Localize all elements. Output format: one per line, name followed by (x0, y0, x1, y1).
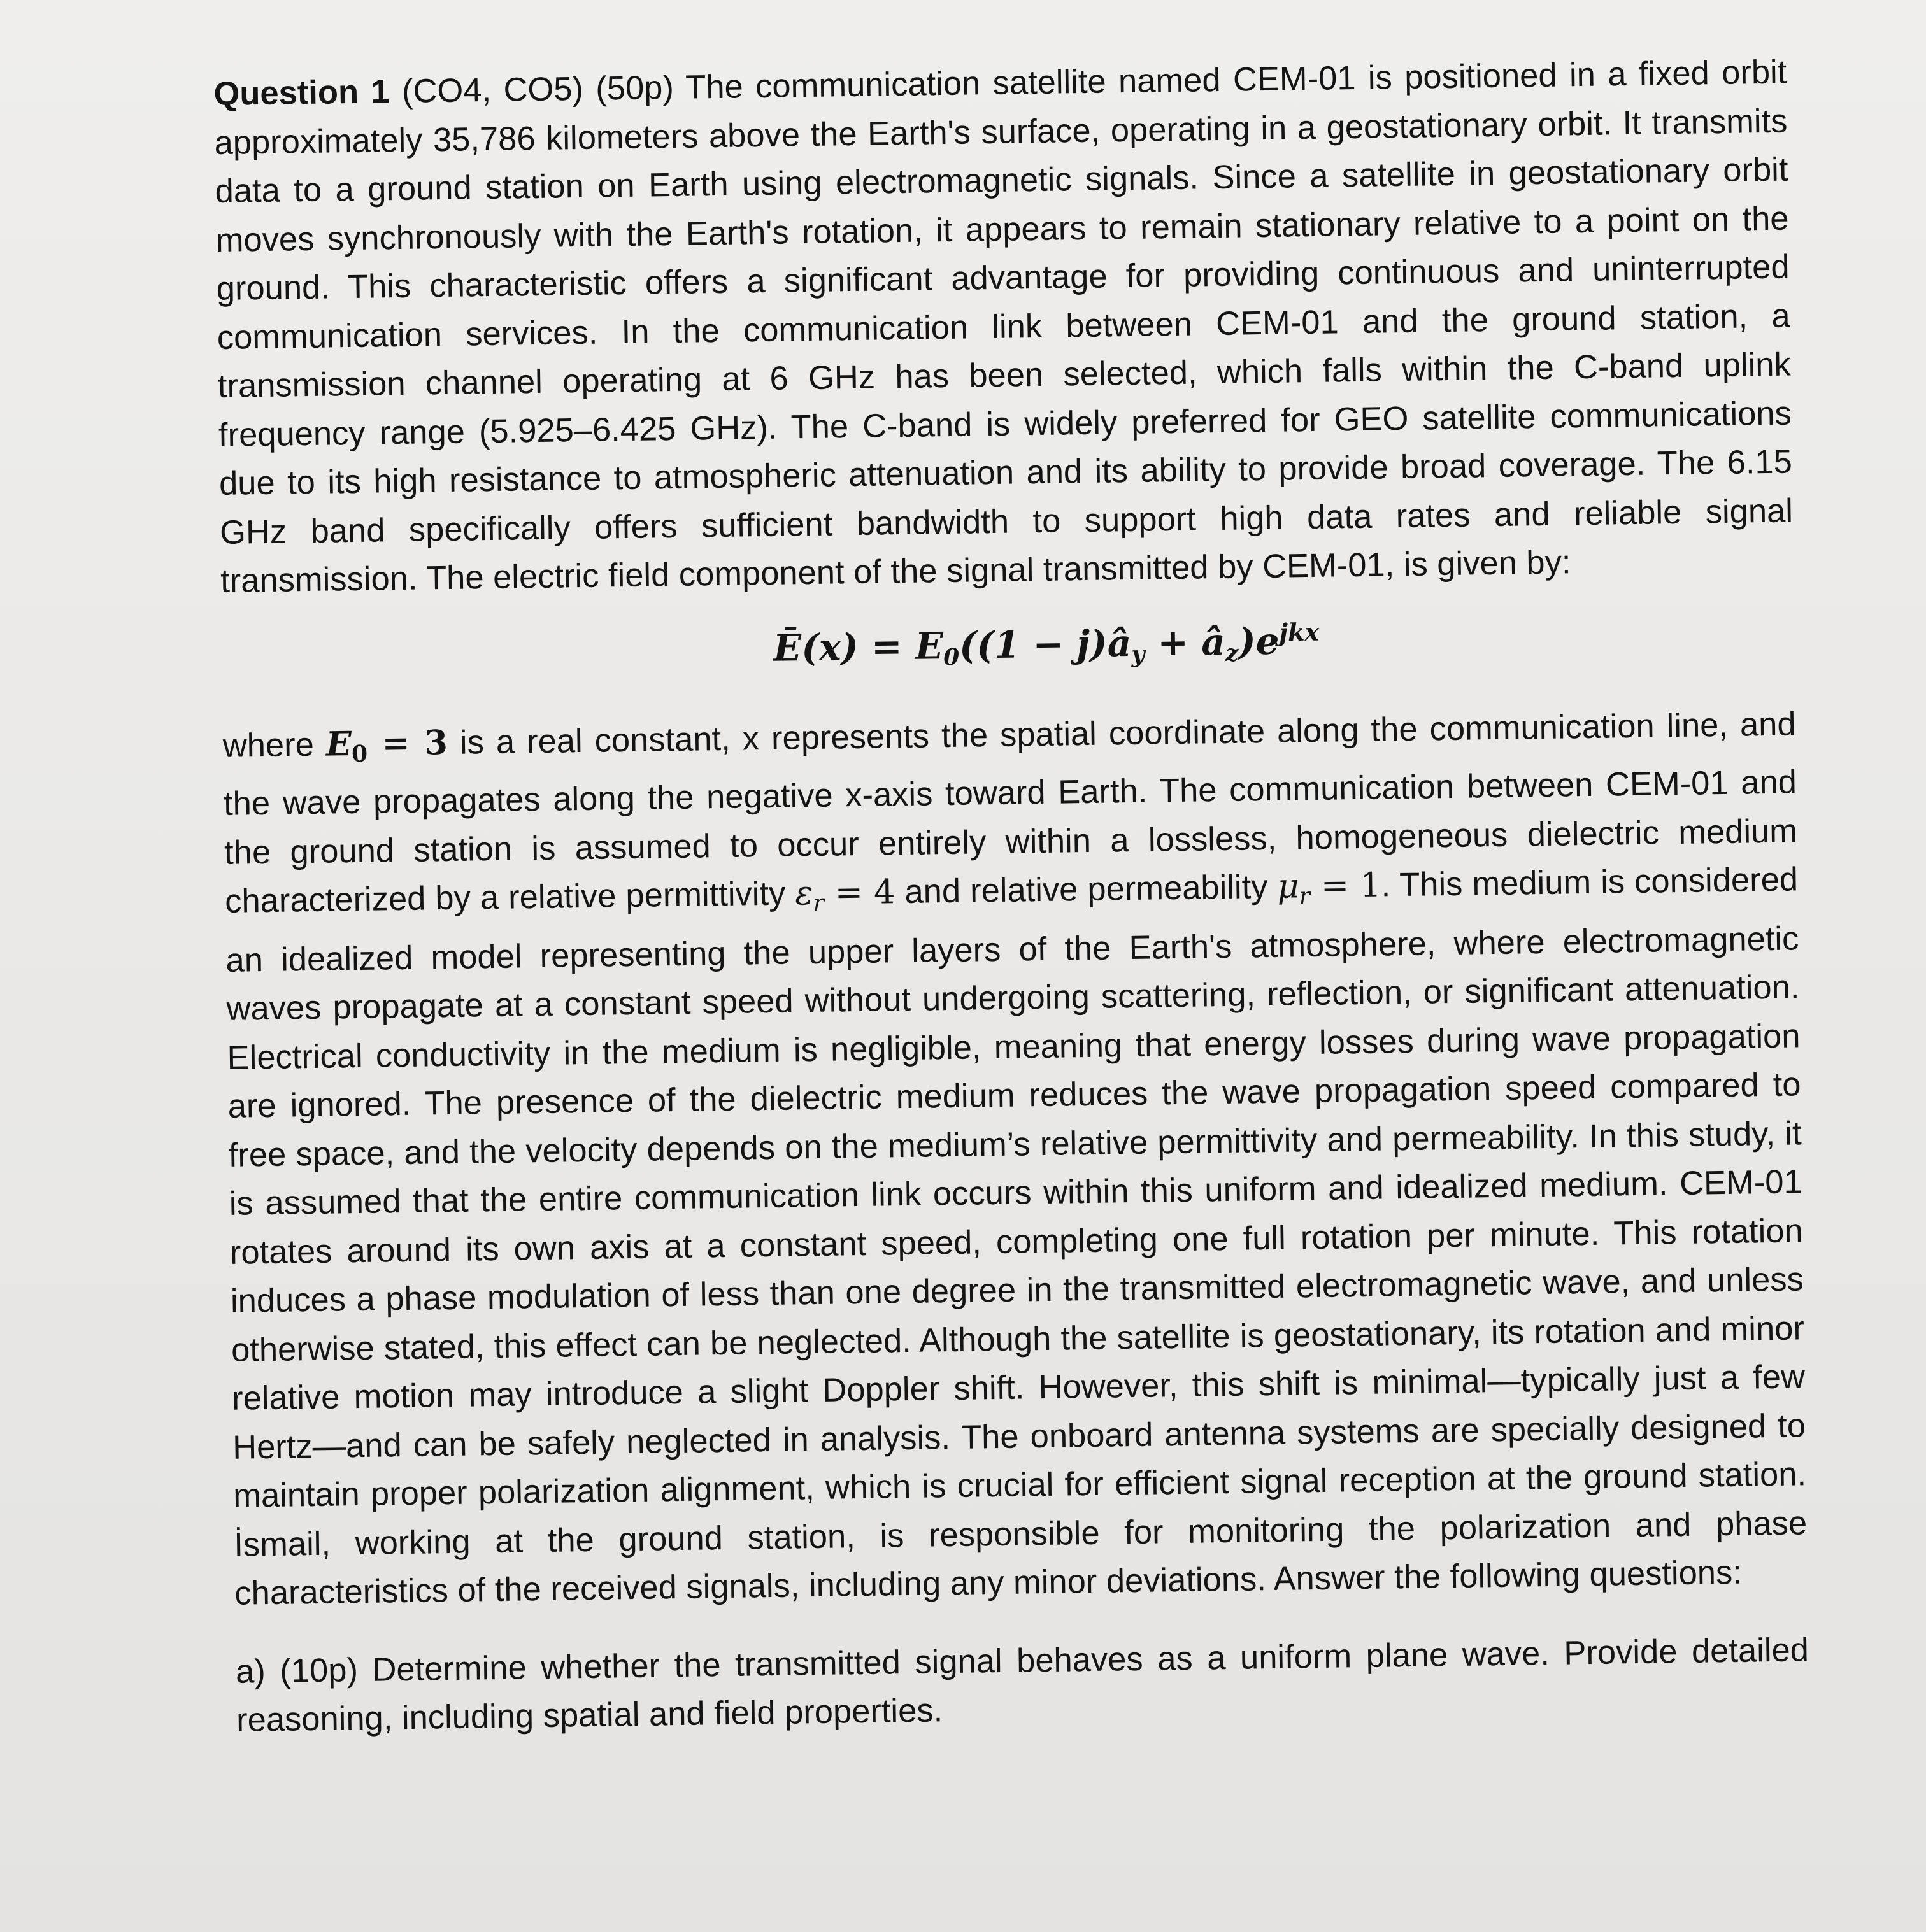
question-paragraph (213, 48, 1794, 606)
permittivity-symbol: $\varepsilon_r$ (794, 873, 825, 916)
medium-description-paragraph: where $E_0 = 3$ is a real constant, x represents the spatial coordinate along the communication line, and the wave propagates along the negative x-axis toward Earth. The communication between CEM-01 and the ground station is assumed to occur entirely within a lossless, homogeneous dielectric medium characterized by a relative permittivity $\varepsilon_r = 4$ and relative permeability $\mu_r = 1$. This medium is considered an idealized model representing the upper layers of the Earth's atmosphere, where electromagnetic waves propagate at a constant speed without undergoing scattering, reflection, or significant attenuation. Electrical conductivity in the medium is negligible, meaning that energy losses during wave propagation are ignored. The presence of the dielectric medium reduces the wave propagation speed compared to free space, and the velocity depends on the medium’s relative permittivity and permeability. In this study, it is assumed that the entire communication link occurs within this uniform and idealized medium. CEM-01 rotates around its own axis at a constant speed, completing one full rotation per minute. This rotation induces a phase modulation of less than one degree in the transmitted electromagnetic wave, and unless otherwise stated, this effect can be neglected. Although the satellite is geostationary, its rotation and minor relative motion may introduce a slight Doppler shift. However, this shift is minimal—typically just a few Hertz—and can be safely neglected in analysis. The onboard antenna systems are specially designed to maintain proper polarization alignment, which is crucial for efficient signal reception at the ground station. İsmail, working at the ground station, is responsible for monitoring the polarization and phase characteristics of the received signals, including any minor deviations. Answer the following questions: (222, 704, 1808, 1612)
question-intro: (CO4, CO5) (50p) The communication satellite named CEM-01 is positioned in a fixed orbit approximately 35,786 kilometers above the Earth's surface, operating in a geostationary orbit. It transmits data to a ground station on Earth using electromagnetic signals. Since a satellite in geostationary orbit moves synchronously with the Earth's rotation, it appears to remain stationary relative to a point on the ground. This characteristic offers a significant advantage for providing continuous and uninterrupted communication services. In the communication link between CEM-01 and the ground station, a transmission channel operating at 6 GHz has been selected, which falls within the C-band uplink frequency range (5.925–6.425 GHz). The C-band is widely preferred for GEO satellite communications due to its high resistance to atmospheric attenuation and its ability to provide broad coverage. The 6.15 GHz band specifically offers sufficient bandwidth to support high data rates and reliable signal transmission. The electric field component of the signal transmitted by CEM-01, is given by: (214, 53, 1794, 600)
question-title: Question 1 (213, 73, 390, 113)
part-a-question: a) (10p) Determine whether the transmitted signal behaves as a uniform plane wave. Provide detailed reasoning, including spatial and field properties. (235, 1630, 1809, 1739)
electric-field-equation: Ē(x) = $E_0((1$ − $j)â_y$ + $â_z)e^{jkx}$ (773, 617, 1320, 671)
permeability-symbol: $\mu_r$ (1277, 867, 1311, 910)
e0-symbol: $E_0 = 3$ (325, 723, 448, 767)
exam-sheet (213, 48, 1809, 1745)
